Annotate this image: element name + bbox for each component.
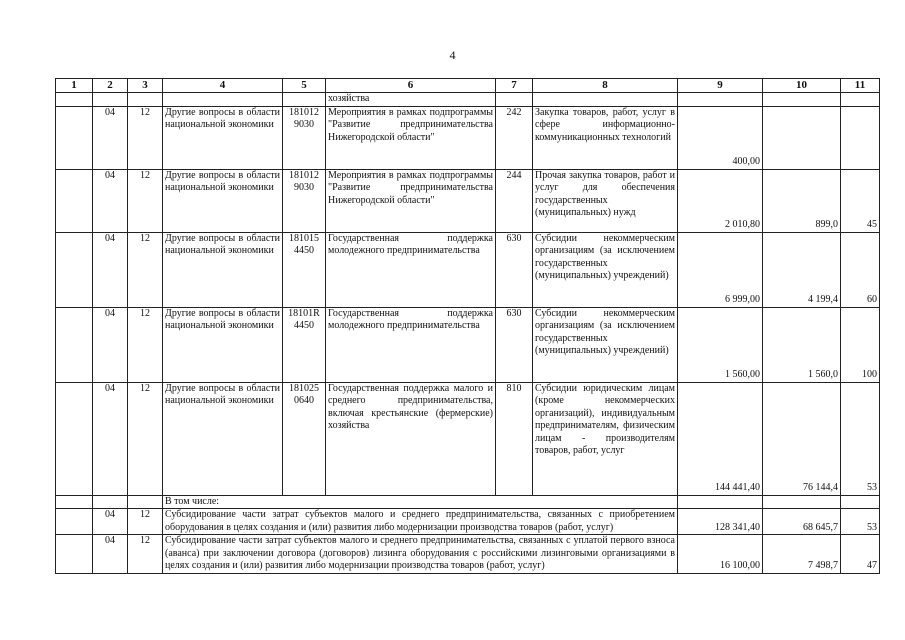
cell-section: 04 [93,382,128,495]
cell-actual: 76 144,4 [763,382,841,495]
cell-section: 04 [93,106,128,169]
table-row [56,232,880,307]
cell-purpose: хозяйства [326,93,496,107]
empty-cell [163,93,283,107]
table-row [56,509,880,535]
empty-cell [841,93,880,107]
continuation-row [56,93,880,107]
cell-name: Другие вопросы в области национальной экономики [163,169,283,232]
cell-percent: 53 [841,382,880,495]
empty-cell [56,495,93,509]
empty-cell [56,106,93,169]
header-cell: 4 [163,79,283,93]
header-cell: 6 [326,79,496,93]
including-label: В том числе: [163,495,678,509]
cell-plan: 2 010,80 [678,169,763,232]
header-cell: 5 [283,79,326,93]
cell-expense: Субсидии юридическим лицам (кроме некоммерческих организаций), индивидуальным предпринимателям, физическим лицам - производителям товаров, работ, услуг [533,382,678,495]
cell-name: Другие вопросы в области национальной экономики [163,106,283,169]
code-part: 18101R [288,307,320,319]
cell-plan: 128 341,40 [678,509,763,535]
cell-plan: 6 999,00 [678,232,763,307]
cell-percent: 60 [841,232,880,307]
cell-code [283,106,326,169]
cell-type: 242 [496,106,533,169]
table-row [56,307,880,382]
cell-plan: 400,00 [678,106,763,169]
cell-code [283,382,326,495]
header-cell: 2 [93,79,128,93]
cell-percent: 47 [841,535,880,574]
cell-subsection: 12 [128,535,163,574]
cell-actual: 899,0 [763,169,841,232]
code-part: 4450 [294,320,314,331]
cell-section: 04 [93,232,128,307]
header-cell: 7 [496,79,533,93]
empty-cell [93,93,128,107]
code-part: 181025 [289,382,319,394]
cell-purpose: Мероприятия в рамках подпрограммы "Развитие предпринимательства Нижегородской области" [326,106,496,169]
budget-table [55,78,880,574]
empty-cell [56,382,93,495]
cell-name: Другие вопросы в области национальной экономики [163,307,283,382]
cell-section: 04 [93,535,128,574]
header-cell: 8 [533,79,678,93]
cell-plan: 144 441,40 [678,382,763,495]
cell-percent [841,106,880,169]
header-cell: 3 [128,79,163,93]
cell-expense: Субсидии некоммерческим организациям (за исключением государственных (муниципальных) учреждений) [533,307,678,382]
empty-cell [763,93,841,107]
empty-cell [533,93,678,107]
cell-type: 630 [496,232,533,307]
cell-actual: 1 560,0 [763,307,841,382]
empty-cell [56,93,93,107]
empty-cell [128,93,163,107]
empty-cell [93,495,128,509]
empty-cell [56,169,93,232]
code-part: 181012 [289,106,319,118]
cell-subsection: 12 [128,382,163,495]
cell-subsection: 12 [128,307,163,382]
cell-expense: Прочая закупка товаров, работ и услуг для обеспечения государственных (муниципальных) нужд [533,169,678,232]
header-row [56,79,880,93]
cell-code [283,169,326,232]
cell-purpose: Государственная поддержка малого и среднего предпринимательства, включая крестьянские (фермерские) хозяйства [326,382,496,495]
cell-percent: 45 [841,169,880,232]
empty-cell [678,93,763,107]
empty-cell [56,232,93,307]
empty-cell [56,509,93,535]
cell-type: 630 [496,307,533,382]
cell-expense: Субсидии некоммерческим организациям (за исключением государственных (муниципальных) учреждений) [533,232,678,307]
cell-purpose: Государственная поддержка молодежного предпринимательства [326,232,496,307]
header-cell: 1 [56,79,93,93]
cell-purpose: Мероприятия в рамках подпрограммы "Развитие предпринимательства Нижегородской области" [326,169,496,232]
cell-subsection: 12 [128,106,163,169]
cell-percent: 53 [841,509,880,535]
header-cell: 10 [763,79,841,93]
empty-cell [678,495,763,509]
cell-subsection: 12 [128,509,163,535]
cell-plan: 16 100,00 [678,535,763,574]
cell-section: 04 [93,509,128,535]
empty-cell [841,495,880,509]
header-cell: 9 [678,79,763,93]
code-part: 181015 [289,232,319,244]
header-cell: 11 [841,79,880,93]
cell-subsection: 12 [128,232,163,307]
cell-actual [763,106,841,169]
cell-type: 810 [496,382,533,495]
cell-description: Субсидирование части затрат субъектов малого и среднего предпринимательства, связанных с приобретением оборудования в целях создания и (или) развития либо модернизации производства товаров (работ, услуг) [163,509,678,535]
cell-actual: 7 498,7 [763,535,841,574]
cell-name: Другие вопросы в области национальной экономики [163,232,283,307]
code-part: 181012 [289,169,319,181]
cell-code [283,307,326,382]
cell-description: Субсидирование части затрат субъектов малого и среднего предпринимательства, связанных с уплатой первого взноса (аванса) при заключении договора (договоров) лизинга оборудования с российскими лизинговыми организациями в целях создания и (или) развития либо модернизации производства товаров (работ, услуг) [163,535,678,574]
table-row [56,535,880,574]
cell-actual: 4 199,4 [763,232,841,307]
empty-cell [496,93,533,107]
cell-type: 244 [496,169,533,232]
cell-actual: 68 645,7 [763,509,841,535]
empty-cell [128,495,163,509]
including-row [56,495,880,509]
empty-cell [763,495,841,509]
table-row [56,169,880,232]
cell-name: Другие вопросы в области национальной экономики [163,382,283,495]
code-part: 0640 [294,395,314,406]
empty-cell [283,93,326,107]
code-part: 4450 [294,245,314,256]
cell-subsection: 12 [128,169,163,232]
empty-cell [56,307,93,382]
code-part: 9030 [294,182,314,193]
cell-section: 04 [93,169,128,232]
cell-plan: 1 560,00 [678,307,763,382]
code-part: 9030 [294,119,314,130]
cell-section: 04 [93,307,128,382]
page-number: 4 [449,48,456,62]
cell-purpose: Государственная поддержка молодежного предпринимательства [326,307,496,382]
table-row [56,106,880,169]
cell-expense: Закупка товаров, работ, услуг в сфере информационно-коммуникационных технологий [533,106,678,169]
empty-cell [56,535,93,574]
table-row [56,382,880,495]
cell-percent: 100 [841,307,880,382]
cell-code [283,232,326,307]
